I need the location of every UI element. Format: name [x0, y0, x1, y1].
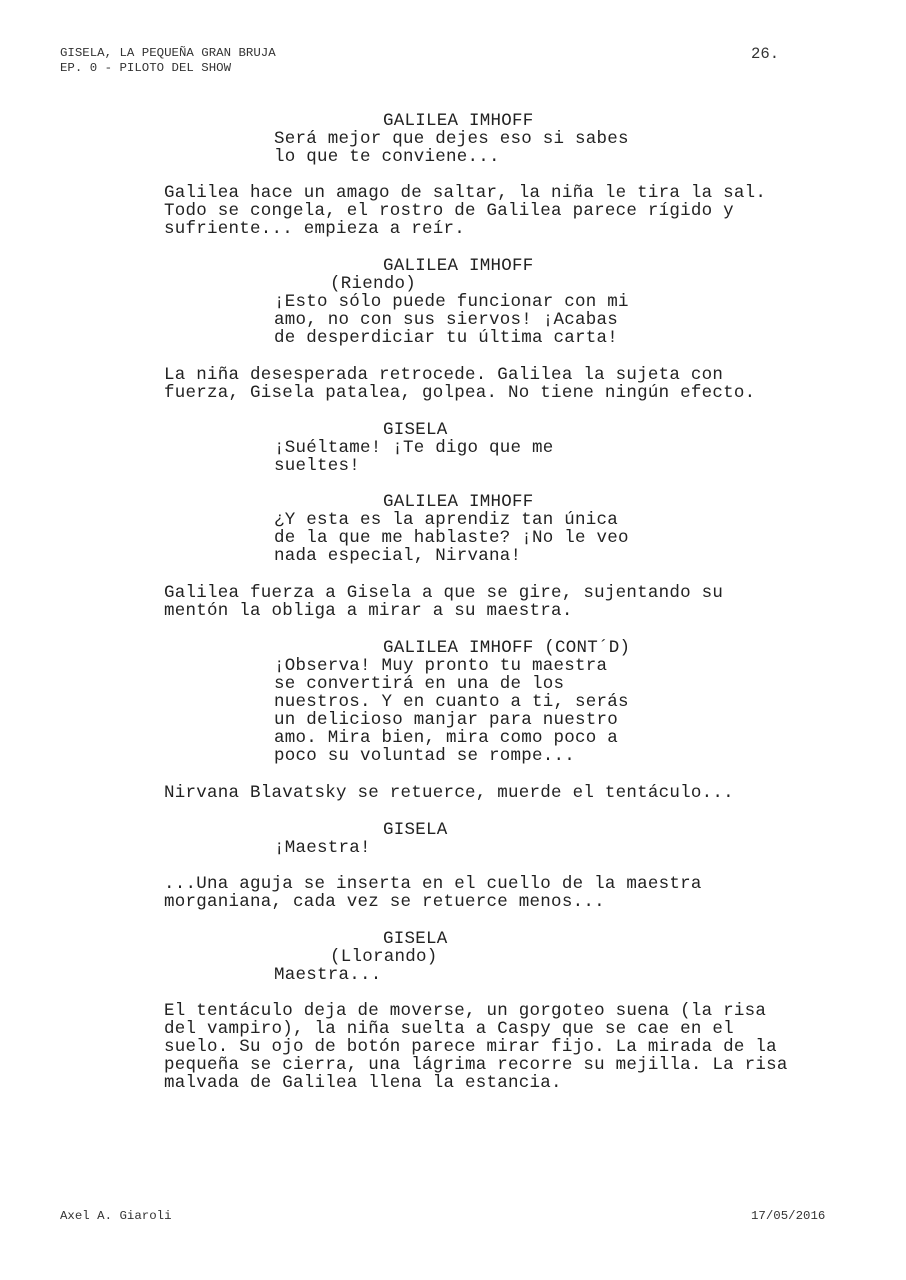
action-line: ...Una aguja se inserta en el cuello de la maestra	[164, 874, 702, 894]
dialogue-line: poco su voluntad se rompe...	[274, 746, 576, 766]
dialogue-line: ¿Y esta es la aprendiz tan única	[274, 510, 619, 530]
dialogue-line: de desperdiciar tu última carta!	[274, 328, 619, 348]
dialogue-line: amo, no con sus siervos! ¡Acabas	[274, 310, 619, 330]
dialogue-line: de la que me hablaste? ¡No le veo	[274, 528, 629, 548]
action-line: pequeña se cierra, una lágrima recorre su mejilla. La risa	[164, 1055, 788, 1075]
action-line: del vampiro), la niña suelta a Caspy que se cae en el	[164, 1019, 734, 1039]
action-line: Todo se congela, el rostro de Galilea parece rígido y	[164, 201, 734, 221]
character-cue: GALILEA IMHOFF	[383, 492, 534, 512]
character-cue: GALILEA IMHOFF	[383, 256, 534, 276]
action-line: malvada de Galilea llena la estancia.	[164, 1073, 562, 1093]
dialogue-line: se convertirá en una de los	[274, 674, 565, 694]
action-line: El tentáculo deja de moverse, un gorgoteo suena (la risa	[164, 1001, 767, 1021]
header-episode: EP. 0 - PILOTO DEL SHOW	[60, 61, 232, 75]
character-cue: GISELA	[383, 420, 448, 440]
dialogue-line: nuestros. Y en cuanto a ti, serás	[274, 692, 629, 712]
action-line: Nirvana Blavatsky se retuerce, muerde el tentáculo...	[164, 783, 734, 803]
footer-author: Axel A. Giaroli	[60, 1209, 172, 1223]
action-line: morganiana, cada vez se retuerce menos...	[164, 892, 605, 912]
footer-date: 17/05/2016	[751, 1209, 826, 1223]
action-line: La niña desesperada retrocede. Galilea la sujeta con	[164, 365, 724, 385]
character-cue: GALILEA IMHOFF (CONT´D)	[383, 638, 631, 658]
parenthetical: (Riendo)	[330, 274, 417, 294]
action-line: Galilea hace un amago de saltar, la niña le tira la sal.	[164, 183, 767, 203]
header-title: GISELA, LA PEQUEÑA GRAN BRUJA	[60, 46, 276, 60]
action-line: mentón la obliga a mirar a su maestra.	[164, 601, 573, 621]
dialogue-line: ¡Observa! Muy pronto tu maestra	[274, 656, 608, 676]
dialogue-line: un delicioso manjar para nuestro	[274, 710, 619, 730]
dialogue-line: nada especial, Nirvana!	[274, 546, 522, 566]
action-line: fuerza, Gisela patalea, golpea. No tiene ningún efecto.	[164, 383, 756, 403]
action-line: sufriente... empieza a reír.	[164, 219, 466, 239]
dialogue-line: ¡Esto sólo puede funcionar con mi	[274, 292, 629, 312]
action-line: suelo. Su ojo de botón parece mirar fijo. La mirada de la	[164, 1037, 777, 1057]
action-line: Galilea fuerza a Gisela a que se gire, sujentando su	[164, 583, 724, 603]
character-cue: GISELA	[383, 929, 448, 949]
dialogue-line: ¡Maestra!	[274, 838, 371, 858]
dialogue-line: ¡Suéltame! ¡Te digo que me	[274, 438, 554, 458]
character-cue: GISELA	[383, 820, 448, 840]
dialogue-line: Maestra...	[274, 965, 382, 985]
page-number: 26.	[751, 45, 780, 63]
dialogue-line: sueltes!	[274, 456, 361, 476]
character-cue: GALILEA IMHOFF	[383, 111, 534, 131]
parenthetical: (Llorando)	[330, 947, 438, 967]
dialogue-line: lo que te conviene...	[274, 147, 500, 167]
dialogue-line: Será mejor que dejes eso si sabes	[274, 129, 629, 149]
dialogue-line: amo. Mira bien, mira como poco a	[274, 728, 619, 748]
